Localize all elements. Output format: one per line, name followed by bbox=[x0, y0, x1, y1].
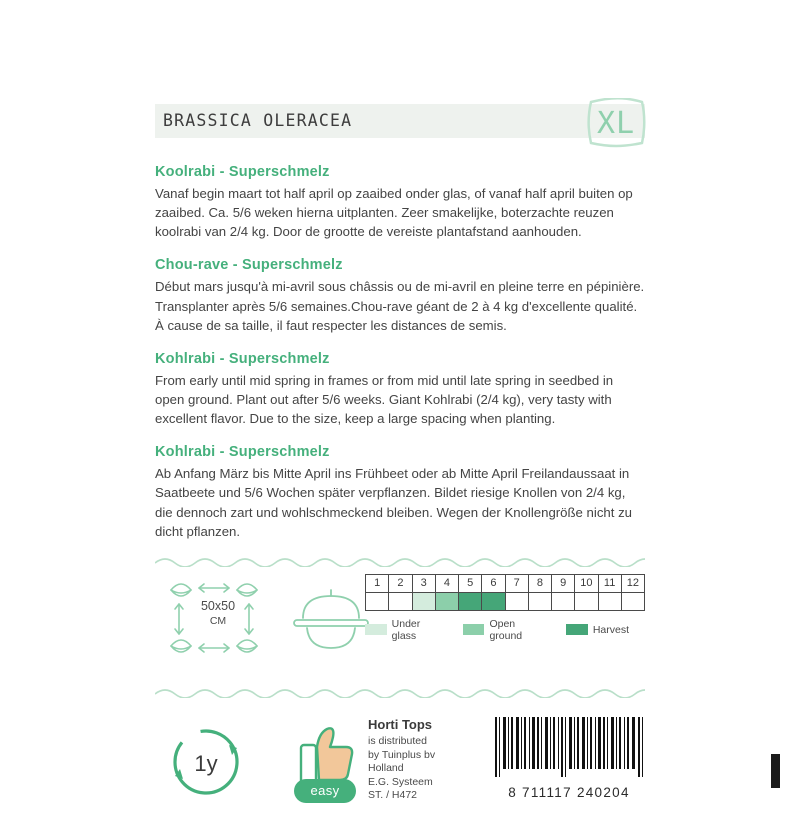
block-title-fr: Chou-rave - Superschmelz bbox=[155, 257, 343, 274]
legend-item-harvest bbox=[566, 624, 629, 636]
calendar-month-header bbox=[366, 574, 645, 592]
icons-and-calendar-row bbox=[155, 574, 645, 672]
month-cell: 6 bbox=[482, 574, 505, 592]
shelf-life-badge bbox=[163, 719, 249, 810]
month-cell: 7 bbox=[505, 574, 528, 592]
calendar-cell bbox=[482, 592, 505, 610]
plant-spacing-icon bbox=[155, 574, 273, 664]
month-cell: 3 bbox=[412, 574, 435, 592]
description-block-en bbox=[155, 351, 645, 428]
legend-label-harvest: Harvest bbox=[592, 623, 629, 636]
block-body-en: From early until mid spring in frames or from mid until late spring in seedbed in open ground. Plant out after 5/6 weeks. Giant Kohlrabi (2/4 kg), very tasty with excellent flavor. Due to the size, keep a large spacing when planting. bbox=[155, 372, 614, 427]
calendar-cell bbox=[552, 592, 575, 610]
brand-line-2: by Tuinplus bv bbox=[368, 748, 436, 761]
month-cell: 4 bbox=[435, 574, 458, 592]
calendar-cell bbox=[389, 592, 412, 610]
calendar-cell bbox=[575, 592, 598, 610]
legend-item-open-ground bbox=[463, 618, 550, 642]
legend-label-under-glass: Under glass bbox=[391, 617, 421, 642]
legend-label-open-ground: Open ground bbox=[489, 617, 523, 642]
brand-line-1: is distributed bbox=[368, 735, 427, 748]
calendar-cell bbox=[459, 592, 482, 610]
block-title-nl: Koolrabi - Superschmelz bbox=[155, 164, 330, 180]
calendar-cell bbox=[505, 592, 528, 610]
spacing-unit: CM bbox=[209, 614, 227, 627]
brand-line-3: Holland bbox=[368, 762, 404, 775]
calendar-cell bbox=[598, 592, 621, 610]
brand-line-4: E.G. Systeem bbox=[368, 775, 433, 788]
legend-swatch-harvest bbox=[566, 624, 588, 635]
legend-swatch-open-ground bbox=[463, 624, 485, 635]
month-cell: 12 bbox=[621, 574, 644, 592]
brand-info bbox=[368, 717, 435, 803]
calendar-cell bbox=[412, 592, 435, 610]
description-block-fr bbox=[155, 257, 645, 334]
barcode-number: 8 711117 240204 bbox=[508, 784, 630, 800]
print-registration-mark bbox=[771, 754, 780, 788]
wave-divider-bottom bbox=[155, 686, 645, 698]
month-cell: 5 bbox=[459, 574, 482, 592]
content-area bbox=[155, 104, 645, 827]
calendar-legend bbox=[365, 618, 645, 642]
calendar-state-row bbox=[366, 592, 645, 610]
month-cell: 10 bbox=[575, 574, 598, 592]
bottom-row bbox=[155, 717, 645, 827]
svg-text:1y: 1y bbox=[194, 750, 218, 776]
block-body-fr: Début mars jusqu'à mi-avril sous châssis ou de mi-avril en pleine terre en pépinière. Transplanter après 5/6 semaines.Chou-rave géant de 2 à 4 kg d'excellente qualité. À cause de sa taille, il faut respecter les distances de semis. bbox=[155, 279, 645, 333]
month-cell: 2 bbox=[389, 574, 412, 592]
description-block-de bbox=[155, 444, 645, 541]
barcode bbox=[493, 717, 645, 800]
month-cell: 8 bbox=[528, 574, 551, 592]
calendar-cell bbox=[366, 592, 389, 610]
legend-swatch-under-glass bbox=[365, 624, 387, 635]
size-badge bbox=[585, 98, 647, 148]
latin-name: BRASSICA OLERACEA bbox=[163, 111, 353, 130]
calendar-cell bbox=[528, 592, 551, 610]
block-title-en: Kohlrabi - Superschmelz bbox=[155, 350, 330, 367]
easy-badge: easy bbox=[294, 779, 356, 803]
spacing-value: 50x50 bbox=[200, 598, 236, 613]
legend-item-under-glass bbox=[365, 618, 447, 642]
header bbox=[155, 104, 645, 150]
month-cell: 11 bbox=[598, 574, 621, 592]
size-badge-label: XL bbox=[596, 105, 636, 141]
brand-line-5: ST. / H472 bbox=[368, 789, 418, 802]
calendar-table bbox=[365, 574, 645, 611]
recycle-year-icon bbox=[163, 719, 249, 805]
thumbs-up-graphic bbox=[283, 717, 367, 787]
wave-divider-top bbox=[155, 555, 645, 567]
brand-name: Horti Tops bbox=[368, 716, 433, 732]
month-cell: 9 bbox=[552, 574, 575, 592]
block-body-de: Ab Anfang März bis Mitte April ins Frühbeet oder ab Mitte April Freilandaussaat in Saatbeete und 5/6 Wochen später verpflanzen. Bildet riesige Knollen von 2/4 kg, die dennoch zart und wohlschmeckend bleiben. Wegen der Knollengröße nicht zu dicht pflanzen. bbox=[155, 466, 633, 539]
block-body-nl: Vanaf begin maart tot half april op zaaibed onder glas, of vanaf half april buiten op zaaibed. Ca. 5/6 weken hierna uitplanten. Zeer smakelijke, boterzachte reuzen koolrabi van 2/4 kg. Door de grootte de vereiste plantafstand aanhouden. bbox=[155, 186, 633, 240]
sowing-calendar bbox=[365, 574, 645, 642]
month-cell: 1 bbox=[366, 574, 389, 592]
description-block-nl bbox=[155, 164, 645, 241]
block-title-de: Kohlrabi - Superschmelz bbox=[155, 444, 330, 461]
spacing-label bbox=[185, 600, 251, 628]
calendar-cell bbox=[621, 592, 644, 610]
barcode-graphic bbox=[493, 717, 645, 777]
calendar-cell bbox=[435, 592, 458, 610]
